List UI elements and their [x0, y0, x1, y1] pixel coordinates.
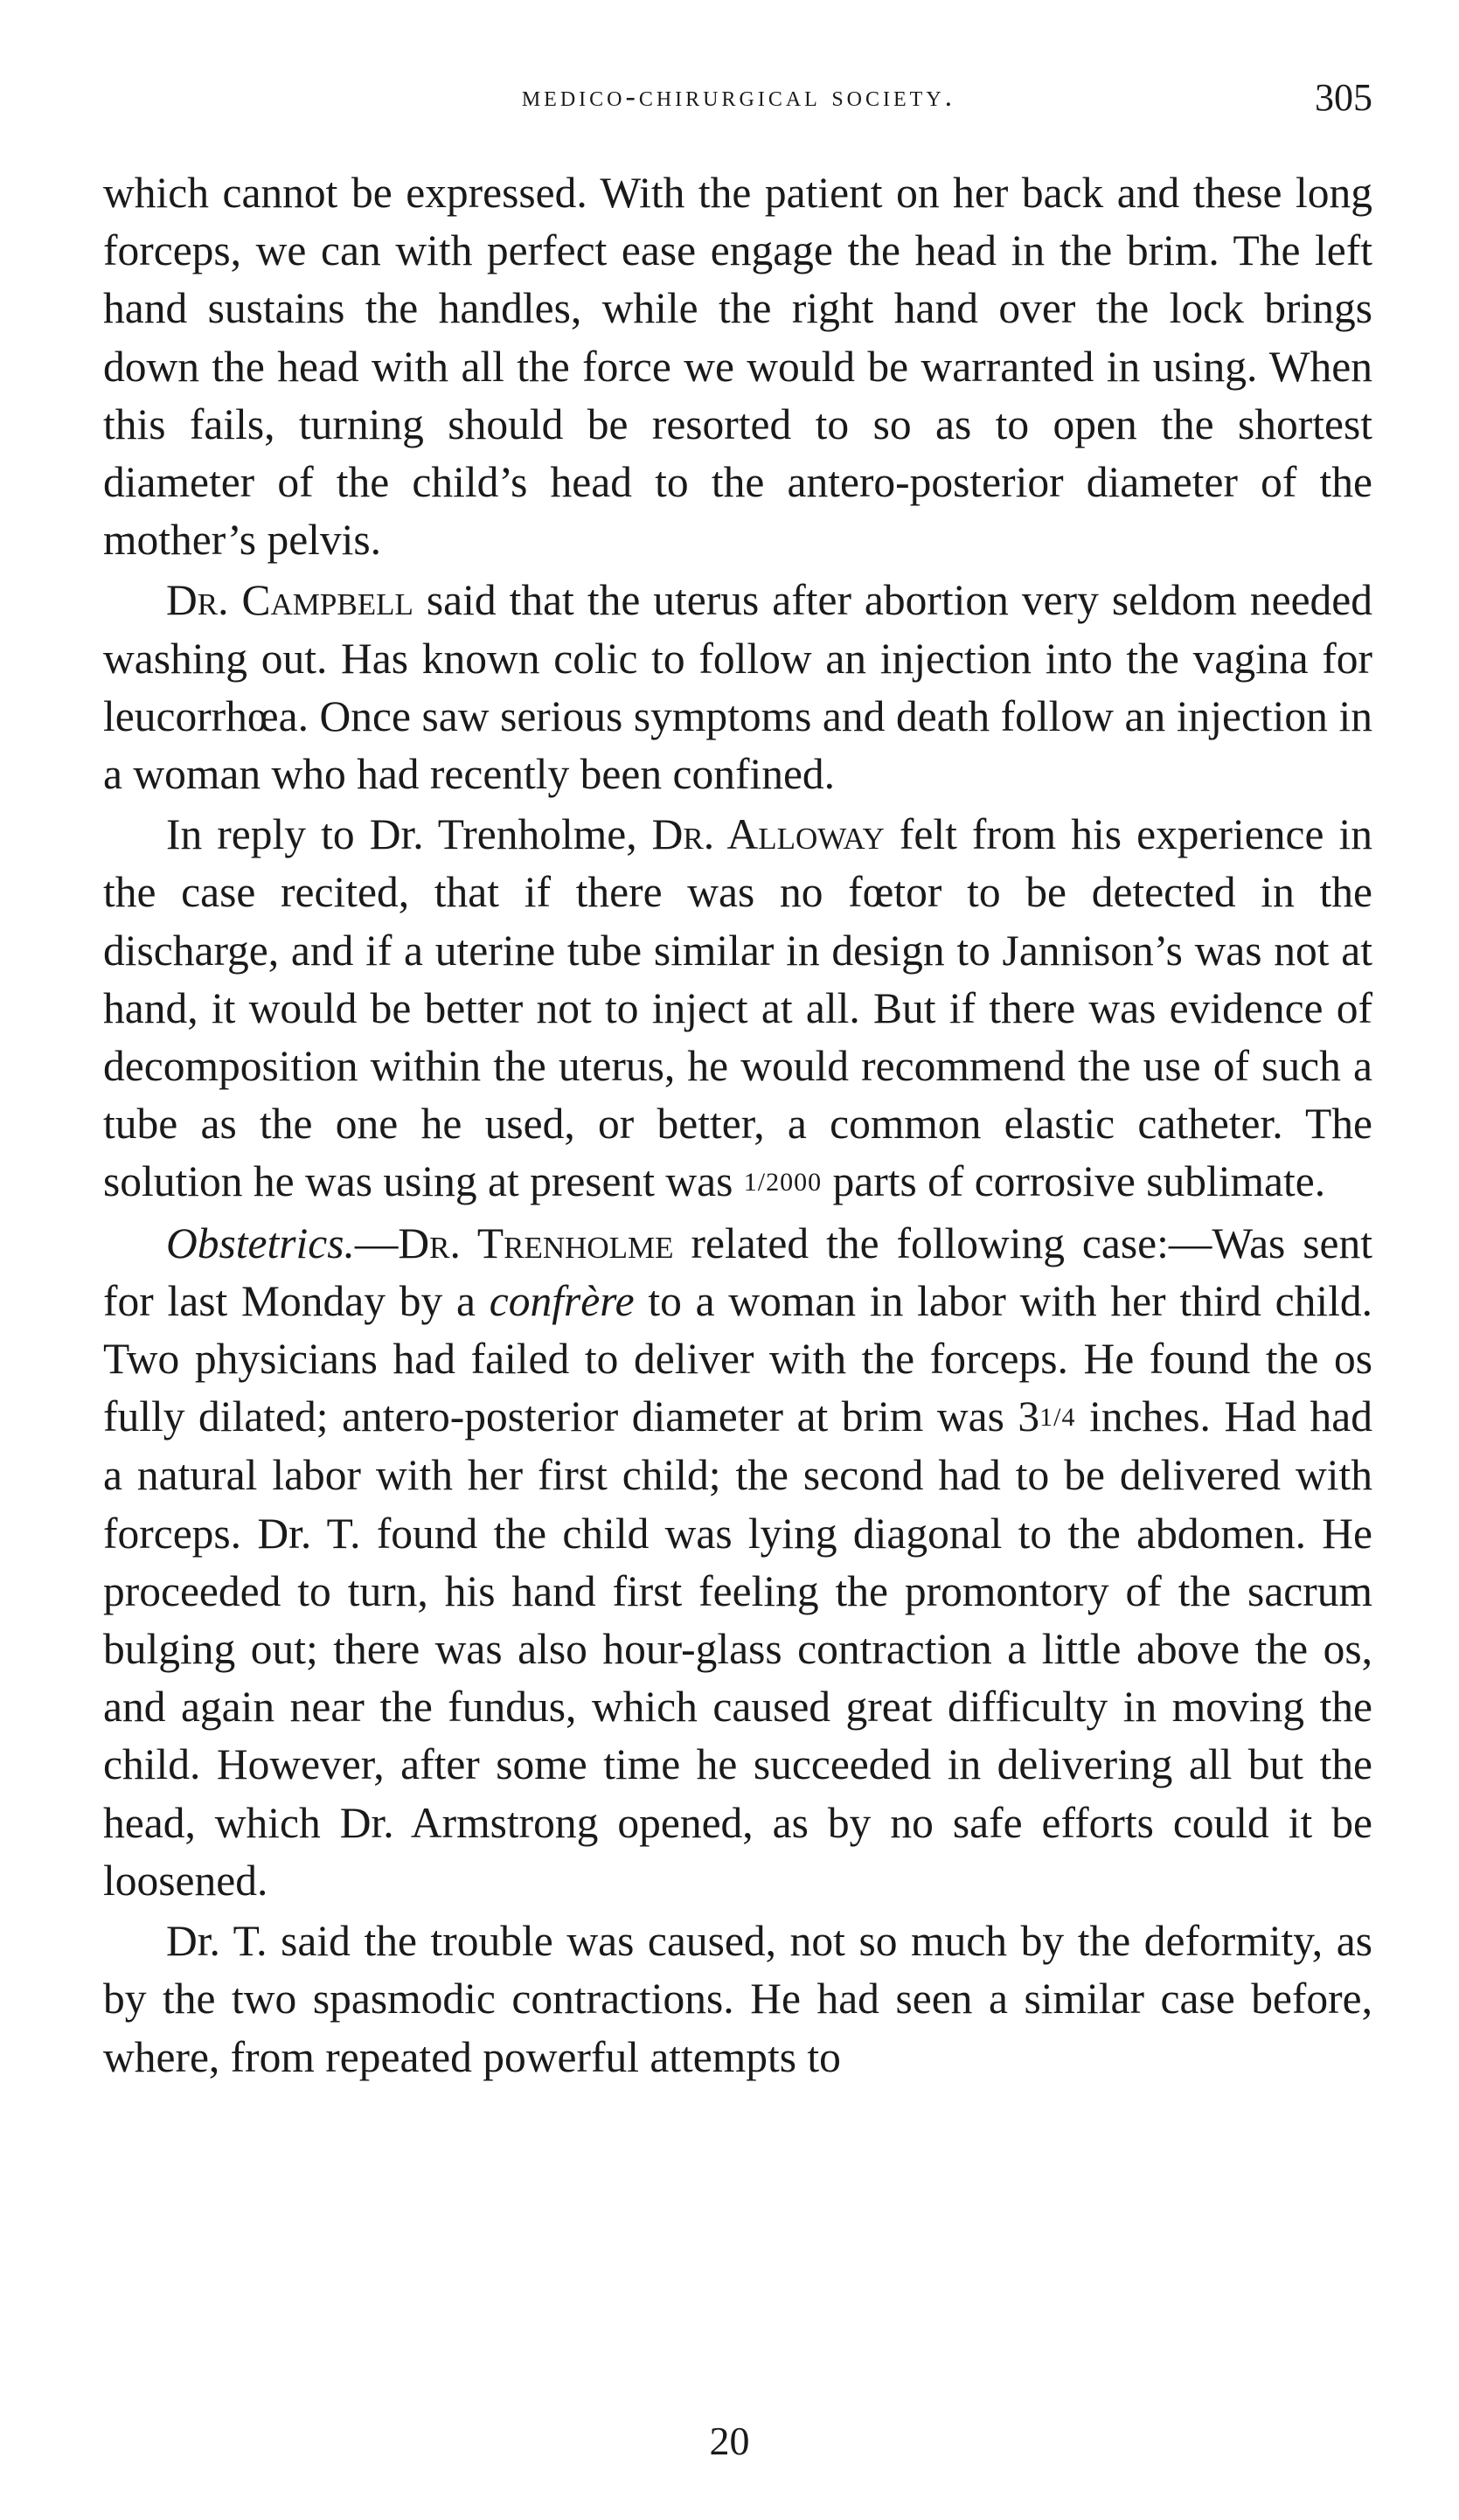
foreign-word-confrere: confrère — [489, 1276, 635, 1325]
running-head — [105, 76, 1372, 133]
paragraph-deformity: Dr. T. said the trouble was caused, not so much by the deformity, as by the two spasmodic contractions. He had seen a similar case before, where, from repeated powerful attempts to — [103, 1917, 1372, 2081]
paragraph-alloway-text-b: parts of corrosive sublimate. — [822, 1157, 1326, 1206]
speaker-trenholme: Dr. Trenholme — [398, 1218, 674, 1267]
paragraph-campbell — [103, 572, 1372, 803]
signature-mark: 20 — [709, 2419, 750, 2463]
paragraph-campbell-text: said that the uterus after abortion very seldom needed washing out. Has known colic to follow an injection into the vagina for leucorrhœa. Once saw serious symptoms and death follow an injection in a woman who had recently been confined. — [103, 576, 1373, 799]
paragraph-alloway — [103, 806, 1372, 1211]
running-title: medico-chirurgical society. — [521, 80, 956, 113]
paragraph-obstetrics-text-b: to a woman in labor with her third child. Two physicians had failed to deliver with the forceps. He found the os fully dilated; antero-posterior diameter at brim was — [103, 1276, 1372, 1441]
paragraph-obstetrics-text-c: inches. Had had a natural labor with her first child; the second had to be delivered with forceps. Dr. T. found the child was lying diagonal to the abdomen. He proceeded to turn, his hand first feeling the promontory of the sacrum bulging out; there was also hour-glass contraction a little above the os, and again near the fundus, which caused great difficulty in moving the child. However, after some time he succeeded in delivering all but the head, which Dr. Armstrong opened, as by no safe efforts could it be loosened. — [103, 1392, 1373, 1905]
page-number: 305 — [1315, 76, 1372, 119]
speaker-campbell: Dr. Campbell — [166, 576, 413, 625]
speaker-alloway: Dr. Alloway — [651, 810, 885, 859]
measure-fraction: 1/4 — [1039, 1403, 1076, 1433]
em-dash: — — [354, 1218, 399, 1267]
paragraph-obstetrics-text-a: related the following case:—Was sent for last Monday by a — [103, 1218, 1372, 1325]
paragraph-obstetrics — [103, 1215, 1372, 1910]
section-heading-obstetrics: Obstetrics. — [166, 1218, 355, 1267]
measure-whole: 3 — [1018, 1392, 1040, 1441]
paragraph-continuation: which cannot be expressed. With the patient on her back and these long forceps, we can with perfect ease engage the head in the brim. The left hand sustains the handles, while the right hand over the lock brings down the head with all the force we would be warranted in using. When this fails, turning should be resorted to so as to open the shortest diameter of the child’s head to the antero-posterior diameter of the mother’s pelvis. — [103, 169, 1372, 565]
paragraph-alloway-text-a: felt from his experience in the case recited, that if there was no fœtor to be detected in the discharge, and if a uterine tube similar in design to Jannison’s was not at hand, it would be better not to inject at all. But if there was evidence of decomposition within the uterus, he would recommend the use of such a tube as the one he used, or better, a common elastic catheter. The solution he was using at present was — [103, 810, 1373, 1206]
fraction-concentration: 1/2000 — [743, 1168, 823, 1198]
paragraph-alloway-lead: In reply to Dr. Trenholme, — [166, 810, 652, 859]
body-text — [103, 164, 1372, 2089]
